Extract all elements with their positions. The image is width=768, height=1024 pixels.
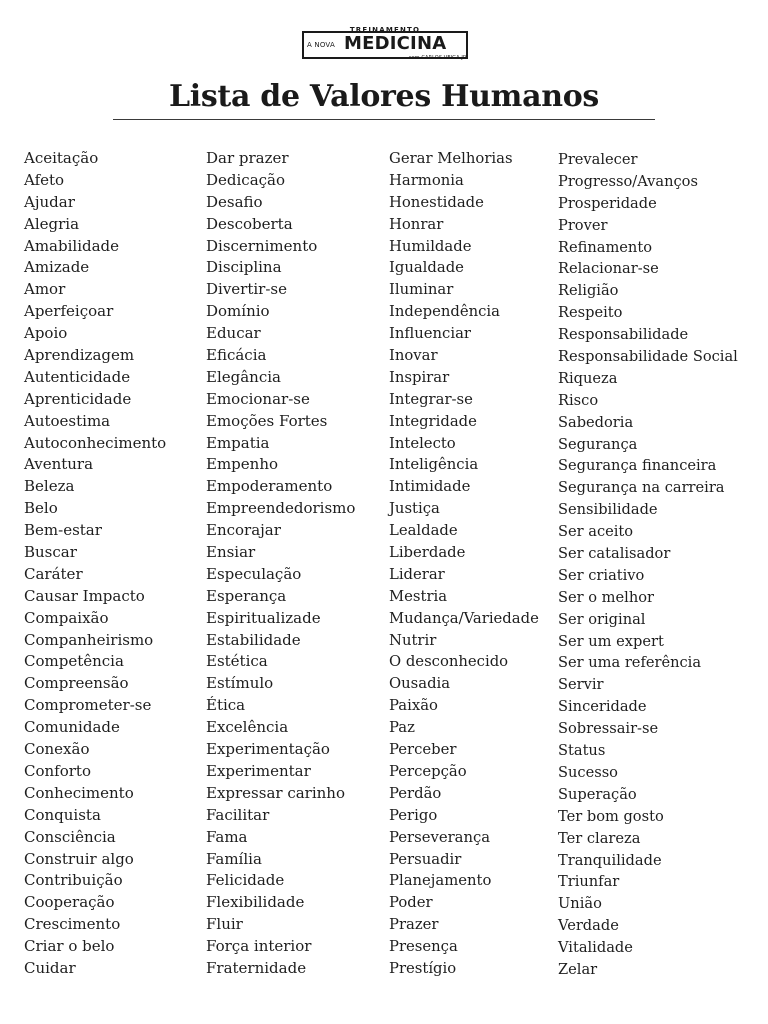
- value-item: Excelência: [206, 718, 289, 737]
- value-item: Nutrir: [389, 631, 437, 649]
- value-item: União: [558, 895, 602, 913]
- value-item: Família: [206, 849, 262, 868]
- value-item: Refinamento: [558, 238, 652, 256]
- value-item: Ser original: [558, 610, 646, 628]
- value-item: Descoberta: [206, 214, 293, 233]
- title-divider: [113, 119, 655, 120]
- value-item: Perseverança: [389, 828, 491, 846]
- value-item: Segurança financeira: [558, 457, 717, 475]
- value-item: Especulação: [206, 564, 302, 583]
- logo-main-text: MEDICINA: [344, 33, 447, 54]
- logo-top-text: TREINAMENTO: [349, 26, 421, 34]
- value-item: Integridade: [389, 412, 477, 430]
- value-item: Facilitar: [206, 805, 270, 824]
- value-item: Expressar carinho: [206, 783, 345, 802]
- value-item: Amabilidade: [24, 236, 120, 255]
- value-item: Conhecimento: [24, 783, 134, 802]
- value-item: Fraternidade: [206, 958, 307, 977]
- value-item: Beleza: [24, 477, 75, 496]
- value-item: Alegria: [24, 214, 80, 233]
- value-item: Consciência: [24, 827, 116, 846]
- value-item: Igualdade: [389, 259, 464, 277]
- value-item: O desconhecido: [389, 653, 509, 671]
- value-item: Riqueza: [558, 369, 618, 387]
- value-item: Prosperidade: [558, 194, 657, 212]
- value-item: Influenciar: [389, 325, 471, 343]
- value-item: Humildade: [389, 237, 472, 255]
- value-item: Competência: [24, 652, 124, 671]
- value-item: Fama: [206, 827, 248, 846]
- value-item: Empatia: [206, 433, 270, 452]
- value-item: Intimidade: [389, 478, 471, 496]
- value-item: Comprometer-se: [24, 696, 152, 715]
- value-item: Status: [558, 742, 606, 760]
- value-item: Autoestima: [24, 411, 111, 430]
- value-item: Segurança: [558, 435, 638, 453]
- value-item: Sensibilidade: [558, 501, 658, 519]
- value-item: Tranquilidade: [558, 851, 662, 869]
- logo-bottom-text: com CARLOS VEIGA JR.: [408, 55, 468, 61]
- value-item: Perigo: [389, 806, 438, 824]
- value-item: Respeito: [558, 304, 623, 322]
- value-item: Poder: [389, 894, 433, 912]
- value-item: Cuidar: [24, 958, 76, 977]
- value-item: Inteligência: [389, 456, 479, 474]
- value-item: Causar Impacto: [24, 586, 145, 605]
- values-column-4: [558, 149, 738, 981]
- value-item: Conexão: [24, 740, 90, 759]
- value-item: Ter clareza: [558, 829, 641, 847]
- value-item: Autoconhecimento: [24, 433, 167, 452]
- value-item: Ser uma referência: [558, 654, 702, 672]
- value-item: Prover: [558, 216, 608, 234]
- brand-logo: [302, 26, 468, 60]
- value-item: Verdade: [558, 917, 619, 935]
- value-item: Força interior: [206, 937, 312, 956]
- value-item: Superação: [558, 785, 637, 803]
- value-item: Honestidade: [389, 193, 484, 211]
- value-item: Buscar: [24, 543, 77, 562]
- value-item: Amor: [24, 280, 66, 299]
- value-item: Perdão: [389, 784, 442, 802]
- value-item: Percepção: [389, 762, 467, 780]
- value-item: Conquista: [24, 805, 101, 824]
- value-item: Inovar: [389, 347, 438, 365]
- value-item: Independência: [389, 303, 500, 321]
- value-item: Servir: [558, 676, 604, 694]
- value-item: Construir algo: [24, 849, 134, 868]
- value-item: Encorajar: [206, 521, 281, 540]
- value-item: Dar prazer: [206, 149, 289, 167]
- value-item: Domínio: [206, 302, 270, 321]
- value-item: Persuadir: [389, 850, 462, 868]
- value-item: Flexibilidade: [206, 893, 305, 912]
- value-item: Crescimento: [24, 915, 121, 934]
- value-item: Fluir: [206, 915, 243, 934]
- value-item: Belo: [24, 499, 58, 518]
- values-column-2: [206, 148, 355, 980]
- value-item: Religião: [558, 282, 619, 300]
- value-item: Ter bom gosto: [558, 807, 664, 825]
- value-item: Ser um expert: [558, 632, 664, 650]
- value-item: Afeto: [24, 170, 65, 189]
- value-item: Harmonia: [389, 171, 464, 189]
- value-item: Mestria: [389, 587, 448, 605]
- value-item: Prazer: [389, 916, 439, 934]
- value-item: Empenho: [206, 455, 279, 474]
- value-item: Experimentação: [206, 740, 330, 759]
- value-item: Compreensão: [24, 674, 129, 693]
- value-item: Honrar: [389, 215, 444, 233]
- value-item: Inspirar: [389, 368, 450, 386]
- value-item: Dedicação: [206, 170, 286, 189]
- value-item: Iluminar: [389, 281, 454, 299]
- value-item: Ser catalisador: [558, 545, 671, 563]
- value-item: Espiritualizade: [206, 608, 321, 627]
- value-item: Risco: [558, 391, 599, 409]
- value-item: Integrar-se: [389, 390, 473, 408]
- value-item: Gerar Melhorias: [389, 150, 513, 167]
- value-item: Responsabilidade Social: [558, 348, 738, 366]
- value-item: Ousadia: [389, 675, 451, 693]
- value-item: Perceber: [389, 741, 457, 759]
- value-item: Triunfar: [558, 873, 620, 891]
- value-item: Apoio: [24, 324, 68, 343]
- value-item: Planejamento: [389, 872, 492, 890]
- value-item: Felicidade: [206, 871, 285, 890]
- value-item: Relacionar-se: [558, 260, 659, 278]
- value-item: Disciplina: [206, 258, 282, 277]
- value-item: Conforto: [24, 761, 91, 780]
- value-item: Sabedoria: [558, 413, 634, 431]
- value-item: Ética: [206, 696, 246, 715]
- value-item: Bem-estar: [24, 521, 102, 540]
- value-item: Mudança/Variedade: [389, 609, 539, 627]
- value-item: Experimentar: [206, 761, 311, 780]
- value-item: Zelar: [558, 960, 598, 978]
- value-item: Ser criativo: [558, 566, 645, 584]
- value-item: Desafio: [206, 192, 263, 211]
- value-item: Vitalidade: [558, 939, 633, 957]
- value-item: Emocionar-se: [206, 389, 310, 408]
- value-item: Liberdade: [389, 544, 466, 562]
- value-item: Progresso/Avanços: [558, 172, 698, 190]
- value-item: Estética: [206, 652, 268, 671]
- logo-sub-text: A NOVA: [307, 41, 335, 49]
- value-item: Aprenticidade: [24, 389, 132, 408]
- value-item: Paixão: [389, 697, 438, 715]
- page-title: Lista de Valores Humanos: [168, 79, 600, 114]
- value-item: Prevalecer: [558, 151, 638, 168]
- value-item: Ensiar: [206, 543, 256, 562]
- value-item: Aceitação: [24, 149, 99, 167]
- value-item: Compaixão: [24, 608, 109, 627]
- value-item: Caráter: [24, 564, 83, 583]
- value-item: Ajudar: [24, 192, 75, 211]
- value-item: Divertir-se: [206, 280, 287, 299]
- value-item: Liderar: [389, 565, 445, 583]
- value-item: Aprendizagem: [24, 346, 135, 365]
- value-item: Estímulo: [206, 674, 274, 693]
- value-item: Empreendedorismo: [206, 499, 356, 518]
- value-item: Comunidade: [24, 718, 120, 737]
- value-item: Contribuição: [24, 871, 123, 890]
- values-column-1: [24, 148, 166, 980]
- value-item: Responsabilidade: [558, 326, 689, 344]
- value-item: Sucesso: [558, 763, 618, 781]
- values-column-3: [389, 148, 539, 980]
- value-item: Criar o belo: [24, 937, 115, 956]
- value-item: Justiça: [389, 500, 440, 518]
- value-item: Ser o melhor: [558, 588, 654, 606]
- value-item: Paz: [389, 719, 415, 737]
- value-item: Esperança: [206, 586, 287, 605]
- value-item: Aventura: [24, 455, 94, 474]
- value-item: Aperfeiçoar: [24, 302, 114, 321]
- value-item: Sinceridade: [558, 698, 647, 716]
- value-item: Educar: [206, 324, 261, 343]
- value-item: Cooperação: [24, 893, 115, 912]
- value-item: Sobressair-se: [558, 720, 659, 738]
- value-item: Empoderamento: [206, 477, 333, 496]
- value-item: Companheirismo: [24, 630, 154, 649]
- value-item: Segurança na carreira: [558, 479, 725, 497]
- value-item: Ser aceito: [558, 523, 634, 541]
- value-item: Lealdade: [389, 522, 458, 540]
- value-item: Intelecto: [389, 434, 456, 452]
- value-item: Discernimento: [206, 236, 318, 255]
- value-item: Eficácia: [206, 346, 267, 365]
- value-item: Autenticidade: [24, 367, 131, 386]
- value-item: Elegância: [206, 367, 281, 386]
- value-item: Emoções Fortes: [206, 411, 328, 430]
- value-item: Amizade: [24, 258, 90, 277]
- value-item: Prestígio: [389, 959, 457, 977]
- value-item: Presença: [389, 938, 458, 956]
- value-item: Estabilidade: [206, 630, 301, 649]
